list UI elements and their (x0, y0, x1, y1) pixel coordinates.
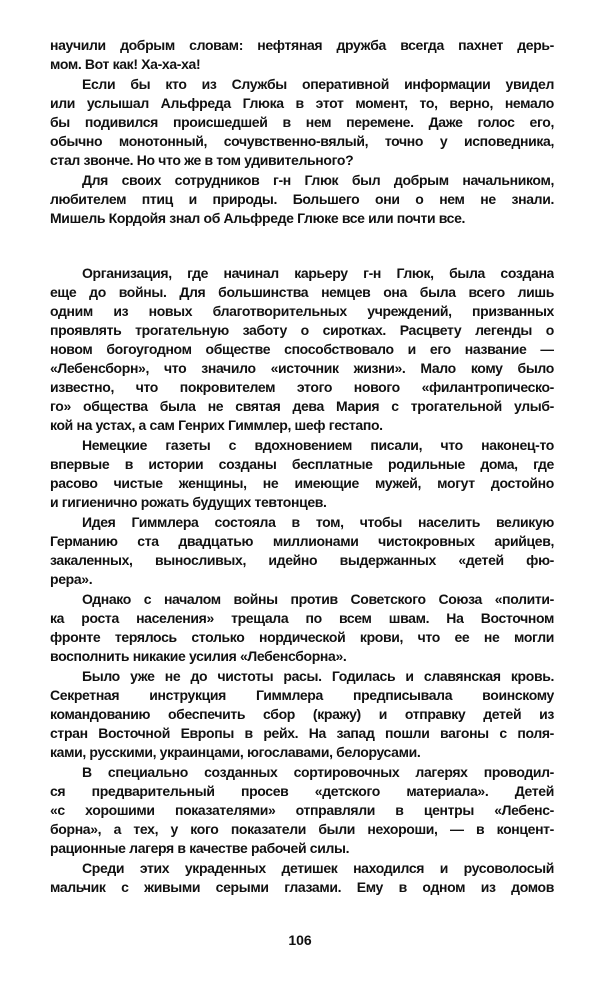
text-line: бы подивился происшедшей в нем перемене. Даже голос его, (50, 114, 554, 130)
text-line: Среди этих украденных детишек находился и русоволосый (82, 860, 554, 876)
text-line: ками, русскими, украинцами, югославами, белорусами. (50, 744, 421, 760)
text-line: Было уже не до чистоты расы. Годилась и славянская кровь. (82, 668, 554, 684)
text-block-main (50, 264, 554, 898)
text-line: научили добрым словам: нефтяная дружба всегда пахнет дерь- (50, 37, 554, 53)
text-line: проявлять трогательную заботу о сиротках. Расцвету легенды о (50, 322, 554, 338)
paragraph (50, 171, 554, 228)
paragraph (50, 667, 554, 762)
paragraph (50, 513, 554, 589)
text-line: рера». (50, 571, 93, 587)
text-line: закаленных, выносливых, идейно выдержанных «детей фю- (50, 552, 554, 568)
text-line: восполнить никакие усилия «Лебенсборна». (50, 648, 347, 664)
text-line: новом богоугодном обществе способствовало и его название — (50, 341, 554, 357)
text-line: стран Восточной Европы в рейх. На запад пошли вагоны с поля- (50, 725, 554, 741)
text-line: го» общества была не святая дева Мария с трогательной улыб- (50, 398, 554, 414)
paragraph (50, 763, 554, 858)
text-line: кой на устах, а сам Генрих Гиммлер, шеф гестапо. (50, 417, 383, 433)
text-line: «Лебенсборн», что значило «источник жизни». Мало кому было (50, 360, 554, 376)
text-line: любителем птиц и природы. Большего они о нем не знали. (50, 191, 554, 207)
text-line: командованию обеспечить сбор (кражу) и отправку детей из (50, 706, 554, 722)
text-line: фронте терялось столько нордической крови, что ее не могли (50, 629, 554, 645)
text-line: ка роста населения» трещала по всем швам. На Восточном (50, 610, 554, 626)
paragraph (50, 436, 554, 512)
text-line: Немецкие газеты с вдохновением писали, что наконец-то (82, 437, 554, 453)
text-line: Германию ста двадцатью миллионами чистокровных арийцев, (50, 533, 554, 549)
text-line: В специально созданных сортировочных лагерях проводил- (82, 764, 554, 780)
text-line: ся предварительный просев «детского материала». Детей (50, 783, 554, 799)
text-line: Организация, где начинал карьеру г-н Глюк, была создана (82, 265, 554, 281)
text-line: рационные лагеря в качестве рабочей силы. (50, 840, 350, 856)
text-line: Для своих сотрудников г-н Глюк был добрым начальником, (82, 172, 554, 188)
text-line: расово чистые женщины, не имеющие мужей, могут достойно (50, 475, 554, 491)
text-line: впервые в истории созданы бесплатные родильные дома, где (50, 456, 554, 472)
text-line: или услышал Альфреда Глюка в этот момент, то, верно, немало (50, 95, 554, 111)
text-line: стал звонче. Но что же в том удивительного? (50, 152, 354, 168)
text-line: известно, что покровителем этого нового «филантропическо- (50, 379, 554, 395)
text-line: борна», а тех, у кого показатели были нехороши, — в концент- (50, 821, 554, 837)
text-line: еще до войны. Для большинства немцев она была всего лишь (50, 284, 554, 300)
text-line: обычно монотонный, сочувственно-вялый, точно у исповедника, (50, 133, 554, 149)
text-block-top (50, 36, 554, 229)
text-line: мальчик с живыми серыми глазами. Ему в одном из домов (50, 879, 554, 895)
text-line: Если бы кто из Службы оперативной информации увидел (82, 76, 554, 92)
text-line: Однако с началом войны против Советского Союза «полити- (82, 591, 554, 607)
text-line: мом. Вот как! Ха-ха-ха! (50, 56, 201, 72)
paragraph (50, 75, 554, 170)
paragraph (50, 264, 554, 435)
text-line: и гигиенично рожать будущих тевтонцев. (50, 494, 327, 510)
paragraph (50, 859, 554, 897)
text-line: Секретная инструкция Гиммлера предписывала воинскому (50, 687, 554, 703)
page-number: 106 (288, 932, 312, 948)
text-line: одним из новых благотворительных учреждений, призванных (50, 303, 554, 319)
text-line: Идея Гиммлера состояла в том, чтобы населить великую (82, 514, 554, 530)
paragraph (50, 36, 554, 74)
text-line: Мишель Кордойя знал об Альфреде Глюке все или почти все. (50, 210, 466, 226)
text-line: «с хорошими показателями» отправляли в центры «Лебенс- (50, 802, 554, 818)
paragraph (50, 590, 554, 666)
